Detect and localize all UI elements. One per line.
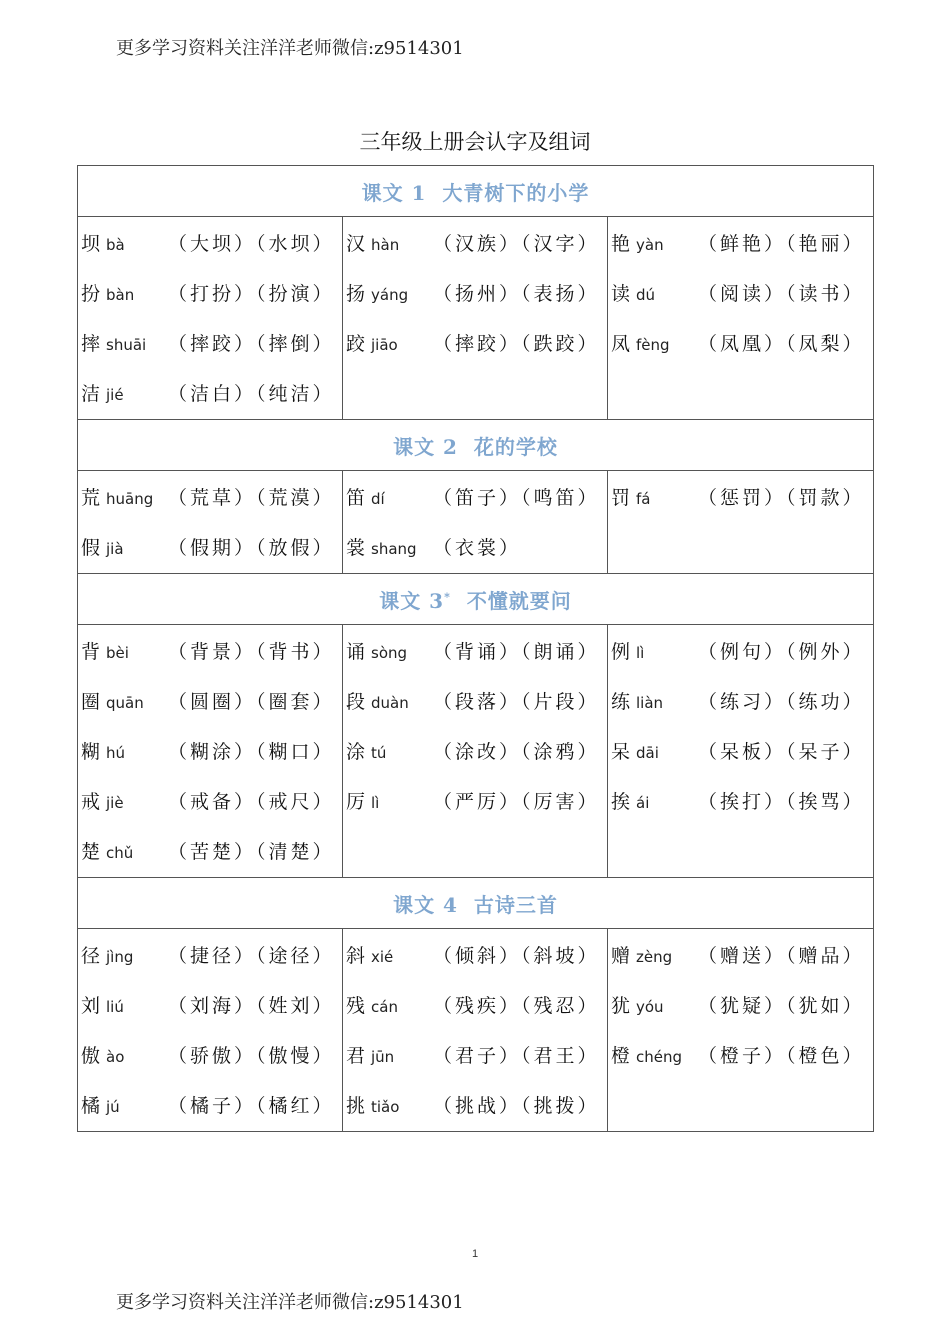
vocab-entry bbox=[81, 269, 342, 319]
vocab-column bbox=[343, 625, 608, 878]
vocab-words: （段落）（片段） bbox=[433, 691, 600, 713]
lesson-body-row bbox=[78, 471, 874, 574]
vocab-column bbox=[78, 625, 343, 878]
vocab-words: （洁白）（纯洁） bbox=[168, 383, 335, 405]
vocab-words: （圆圈）（圈套） bbox=[168, 691, 335, 713]
lesson-optional-marker: * bbox=[444, 589, 451, 603]
lesson-header-row bbox=[78, 574, 874, 625]
vocab-pinyin: chǔ bbox=[106, 844, 134, 862]
vocab-pinyin: ái bbox=[636, 794, 650, 812]
vocab-words: （犹疑）（犹如） bbox=[698, 995, 865, 1017]
vocab-words: （残疾）（残忍） bbox=[433, 995, 600, 1017]
vocab-column bbox=[343, 471, 608, 574]
vocab-char: 诵 bbox=[346, 641, 366, 663]
vocab-words: （汉族）（汉字） bbox=[433, 233, 600, 255]
vocab-entry bbox=[81, 1081, 342, 1131]
vocab-entry bbox=[346, 319, 607, 369]
vocab-pinyin: sòng bbox=[371, 644, 408, 662]
vocab-pinyin: dí bbox=[371, 490, 385, 508]
vocab-pinyin: quān bbox=[106, 694, 144, 712]
vocab-char: 赠 bbox=[611, 945, 631, 967]
page-number: 1 bbox=[471, 1248, 479, 1260]
lesson-label: 课文 1 bbox=[361, 180, 427, 205]
vocab-words: （背景）（背书） bbox=[168, 641, 335, 663]
vocab-entry bbox=[81, 827, 342, 877]
vocab-entry bbox=[81, 369, 342, 419]
vocab-pinyin: yóu bbox=[636, 998, 664, 1016]
vocab-column bbox=[608, 625, 874, 878]
vocab-words: （摔跤）（跌跤） bbox=[433, 333, 600, 355]
lesson-header-row bbox=[78, 878, 874, 929]
vocab-pinyin: lì bbox=[371, 794, 380, 812]
vocab-column bbox=[343, 929, 608, 1132]
vocab-entry bbox=[81, 523, 342, 573]
vocab-entry bbox=[346, 269, 607, 319]
vocab-char: 挑 bbox=[346, 1095, 366, 1117]
vocab-words: （呆板）（呆子） bbox=[698, 741, 865, 763]
vocab-entry bbox=[346, 727, 607, 777]
vocab-char: 罚 bbox=[611, 487, 631, 509]
vocab-words: （荒草）（荒漠） bbox=[168, 487, 335, 509]
vocab-pinyin: jìng bbox=[106, 948, 134, 966]
vocab-column bbox=[608, 471, 874, 574]
vocab-words: （涂改）（涂鸦） bbox=[433, 741, 600, 763]
vocab-column bbox=[78, 217, 343, 420]
lesson-label: 课文 4 bbox=[393, 892, 458, 917]
vocab-words: （凤凰）（凤梨） bbox=[698, 333, 865, 355]
vocab-char: 假 bbox=[81, 537, 101, 559]
vocab-char: 汉 bbox=[346, 233, 366, 255]
vocab-entry bbox=[346, 1031, 607, 1081]
vocab-pinyin: yàn bbox=[636, 236, 664, 254]
vocab-entry bbox=[346, 931, 607, 981]
vocab-char: 洁 bbox=[81, 383, 101, 405]
vocab-entry bbox=[81, 981, 342, 1031]
vocab-pinyin: dú bbox=[636, 286, 656, 304]
vocab-char: 残 bbox=[346, 995, 366, 1017]
vocab-char: 圈 bbox=[81, 691, 101, 713]
vocab-words: （刘海）（姓刘） bbox=[168, 995, 335, 1017]
vocab-char: 斜 bbox=[346, 945, 366, 967]
vocab-pinyin: tiǎo bbox=[371, 1098, 400, 1116]
vocab-pinyin: cán bbox=[371, 998, 398, 1016]
lesson-body-row bbox=[78, 625, 874, 878]
vocab-words: （惩罚）（罚款） bbox=[698, 487, 865, 509]
vocab-char: 橘 bbox=[81, 1095, 101, 1117]
vocab-entry bbox=[611, 269, 873, 319]
vocab-char: 段 bbox=[346, 691, 366, 713]
vocab-pinyin: liú bbox=[106, 998, 124, 1016]
vocab-words: （苦楚）（清楚） bbox=[168, 841, 335, 863]
vocab-words: （戒备）（戒尺） bbox=[168, 791, 335, 813]
vocab-words: （鲜艳）（艳丽） bbox=[698, 233, 865, 255]
lesson-header-row bbox=[78, 166, 874, 217]
vocab-char: 摔 bbox=[81, 333, 101, 355]
vocab-words: （糊涂）（糊口） bbox=[168, 741, 335, 763]
vocab-words: （挨打）（挨骂） bbox=[698, 791, 865, 813]
vocab-entry bbox=[611, 931, 873, 981]
vocab-words: （假期）（放假） bbox=[168, 537, 335, 559]
vocab-entry bbox=[611, 627, 873, 677]
lesson-heading bbox=[78, 420, 874, 471]
vocab-char: 读 bbox=[611, 283, 631, 305]
vocab-pinyin: duàn bbox=[371, 694, 409, 712]
vocab-pinyin: xié bbox=[371, 948, 394, 966]
vocab-pinyin: bà bbox=[106, 236, 125, 254]
vocab-entry bbox=[346, 981, 607, 1031]
vocab-entry bbox=[81, 1031, 342, 1081]
vocab-entry bbox=[346, 627, 607, 677]
vocab-column bbox=[78, 471, 343, 574]
vocab-entry bbox=[81, 677, 342, 727]
vocab-char: 径 bbox=[81, 945, 101, 967]
vocab-pinyin: fèng bbox=[636, 336, 670, 354]
vocab-words: （挑战）（挑拨） bbox=[433, 1095, 600, 1117]
vocab-entry bbox=[346, 777, 607, 827]
vocab-pinyin: fá bbox=[636, 490, 651, 508]
vocab-char: 楚 bbox=[81, 841, 101, 863]
vocab-pinyin: dāi bbox=[636, 744, 659, 762]
vocab-entry bbox=[611, 777, 873, 827]
vocab-entry bbox=[611, 219, 873, 269]
vocab-char: 荒 bbox=[81, 487, 101, 509]
vocab-entry bbox=[346, 1081, 607, 1131]
lesson-header-row bbox=[78, 420, 874, 471]
vocab-pinyin: liàn bbox=[636, 694, 664, 712]
vocab-entry bbox=[346, 523, 607, 573]
vocab-entry bbox=[81, 931, 342, 981]
vocab-words: （练习）（练功） bbox=[698, 691, 865, 713]
lesson-heading bbox=[78, 166, 874, 217]
vocab-words: （阅读）（读书） bbox=[698, 283, 865, 305]
vocab-char: 挨 bbox=[611, 791, 631, 813]
vocab-char: 凤 bbox=[611, 333, 631, 355]
vocab-entry bbox=[81, 473, 342, 523]
vocab-words: （大坝）（水坝） bbox=[168, 233, 335, 255]
vocab-char: 裳 bbox=[346, 537, 366, 559]
vocab-entry bbox=[346, 473, 607, 523]
lesson-body-row bbox=[78, 217, 874, 420]
lesson-body-row bbox=[78, 929, 874, 1132]
vocab-char: 练 bbox=[611, 691, 631, 713]
vocabulary-table bbox=[77, 165, 874, 1132]
vocab-pinyin: jiāo bbox=[371, 336, 398, 354]
vocab-column bbox=[608, 217, 874, 420]
vocab-entry bbox=[81, 627, 342, 677]
vocab-entry bbox=[611, 727, 873, 777]
vocab-entry bbox=[346, 677, 607, 727]
vocab-char: 戒 bbox=[81, 791, 101, 813]
vocab-words: （例句）（例外） bbox=[698, 641, 865, 663]
page-header: 更多学习资料关注洋洋老师微信:z9514301 bbox=[116, 38, 464, 59]
vocab-pinyin: shang bbox=[371, 540, 417, 558]
vocab-char: 跤 bbox=[346, 333, 366, 355]
vocab-char: 糊 bbox=[81, 741, 101, 763]
vocab-char: 涂 bbox=[346, 741, 366, 763]
vocab-words: （捷径）（途径） bbox=[168, 945, 335, 967]
vocab-entry bbox=[611, 473, 873, 523]
lesson-name: 古诗三首 bbox=[473, 892, 558, 917]
lesson-name: 不懂就要问 bbox=[466, 588, 572, 613]
vocab-column bbox=[343, 217, 608, 420]
vocab-words: （背诵）（朗诵） bbox=[433, 641, 600, 663]
vocab-pinyin: jú bbox=[106, 1098, 120, 1116]
vocab-pinyin: huāng bbox=[106, 490, 154, 508]
vocab-entry bbox=[81, 727, 342, 777]
document-title: 三年级上册会认字及组词 bbox=[359, 130, 591, 154]
vocab-words: （骄傲）（傲慢） bbox=[168, 1045, 335, 1067]
vocab-pinyin: hú bbox=[106, 744, 126, 762]
vocab-pinyin: lì bbox=[636, 644, 645, 662]
vocab-char: 扬 bbox=[346, 283, 366, 305]
lesson-label: 课文 2 bbox=[393, 434, 458, 459]
vocab-char: 傲 bbox=[81, 1045, 101, 1067]
vocab-char: 厉 bbox=[346, 791, 366, 813]
vocab-pinyin: jūn bbox=[371, 1048, 395, 1066]
vocab-entry bbox=[81, 319, 342, 369]
vocab-char: 扮 bbox=[81, 283, 101, 305]
vocab-char: 橙 bbox=[611, 1045, 631, 1067]
vocab-pinyin: yáng bbox=[371, 286, 409, 304]
vocab-char: 刘 bbox=[81, 995, 101, 1017]
vocab-words: （笛子）（鸣笛） bbox=[433, 487, 600, 509]
vocab-words: （摔跤）（摔倒） bbox=[168, 333, 335, 355]
vocab-words: （赠送）（赠品） bbox=[698, 945, 865, 967]
lesson-name: 大青树下的小学 bbox=[442, 180, 590, 205]
vocab-pinyin: bèi bbox=[106, 644, 129, 662]
vocab-words: （衣裳） bbox=[433, 537, 522, 559]
vocab-char: 背 bbox=[81, 641, 101, 663]
vocab-char: 君 bbox=[346, 1045, 366, 1067]
vocab-char: 例 bbox=[611, 641, 631, 663]
vocab-pinyin: chéng bbox=[636, 1048, 683, 1066]
vocab-words: （倾斜）（斜坡） bbox=[433, 945, 600, 967]
lesson-label: 课文 3 bbox=[379, 588, 445, 613]
vocab-pinyin: shuāi bbox=[106, 336, 147, 354]
vocab-char: 呆 bbox=[611, 741, 631, 763]
vocab-words: （打扮）（扮演） bbox=[168, 283, 335, 305]
lesson-heading bbox=[78, 878, 874, 929]
vocab-pinyin: jié bbox=[106, 386, 124, 404]
lesson-heading bbox=[78, 574, 874, 625]
vocab-pinyin: bàn bbox=[106, 286, 135, 304]
vocab-pinyin: tú bbox=[371, 744, 387, 762]
lesson-name: 花的学校 bbox=[473, 434, 558, 459]
vocab-char: 犹 bbox=[611, 995, 631, 1017]
vocab-words: （橙子）（橙色） bbox=[698, 1045, 865, 1067]
vocab-column bbox=[608, 929, 874, 1132]
vocab-entry bbox=[346, 219, 607, 269]
vocab-column bbox=[78, 929, 343, 1132]
vocab-pinyin: zèng bbox=[636, 948, 673, 966]
vocab-entry bbox=[611, 981, 873, 1031]
vocab-words: （君子）（君王） bbox=[433, 1045, 600, 1067]
vocab-entry bbox=[81, 777, 342, 827]
vocab-entry bbox=[611, 1031, 873, 1081]
vocab-char: 艳 bbox=[611, 233, 631, 255]
vocab-entry bbox=[611, 319, 873, 369]
vocab-char: 笛 bbox=[346, 487, 366, 509]
vocab-char: 坝 bbox=[81, 233, 101, 255]
vocab-entry bbox=[81, 219, 342, 269]
vocab-entry bbox=[611, 677, 873, 727]
vocab-words: （橘子）（橘红） bbox=[168, 1095, 335, 1117]
page-footer: 更多学习资料关注洋洋老师微信:z9514301 bbox=[116, 1292, 464, 1313]
vocab-pinyin: jià bbox=[106, 540, 124, 558]
vocab-pinyin: hàn bbox=[371, 236, 400, 254]
vocab-words: （严厉）（厉害） bbox=[433, 791, 600, 813]
vocab-words: （扬州）（表扬） bbox=[433, 283, 600, 305]
vocab-pinyin: ào bbox=[106, 1048, 125, 1066]
vocab-pinyin: jiè bbox=[106, 794, 124, 812]
